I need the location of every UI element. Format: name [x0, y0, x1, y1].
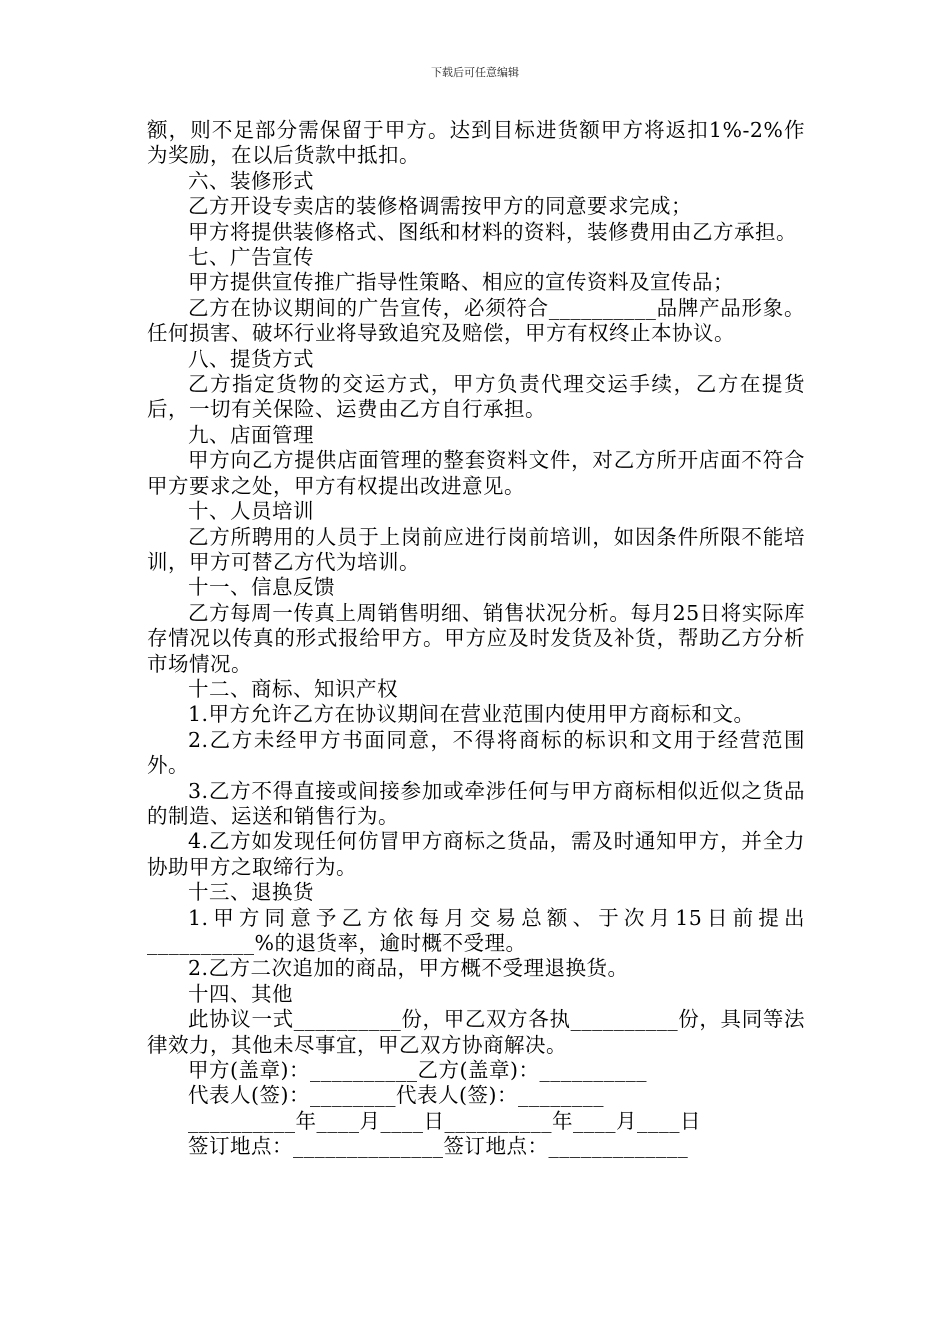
- paragraph: 1.甲方同意予乙方依每月交易总额、于次月15日前提出__________%的退货率，逾时概不受理。: [147, 905, 805, 955]
- paragraph: 乙方指定货物的交运方式，甲方负责代理交运手续，乙方在提货后，一切有关保险、运费由乙方自行承担。: [147, 372, 805, 422]
- paragraph: 甲方提供宣传推广指导性策略、相应的宣传资料及宣传品；: [188, 270, 734, 295]
- paragraph: 甲方向乙方提供店面管理的整套资料文件，对乙方所开店面不符合甲方要求之处，甲方有权提出改进意见。: [147, 448, 805, 498]
- paragraph: 乙方在协议期间的广告宣传，必须符合__________品牌产品形象。任何损害、破坏行业将导致追究及赔偿，甲方有权终止本协议。: [147, 295, 805, 346]
- paragraph: 1.甲方允许乙方在协议期间在营业范围内使用甲方商标和文。: [188, 702, 755, 727]
- paragraph: 八、提货方式: [188, 346, 314, 371]
- paragraph: 代表人(签)：________代表人(签)：________: [188, 1083, 604, 1108]
- paragraph: 额，则不足部分需保留于甲方。达到目标进货额甲方将返扣1%-2%作为奖励，在以后货款中抵扣。: [147, 118, 805, 168]
- paragraph: 十一、信息反馈: [188, 575, 335, 600]
- paragraph: 十四、其他: [188, 981, 293, 1006]
- paragraph: 此协议一式__________份，甲乙双方各执__________份，具同等法律效力，其他未尽事宜，甲乙双方协商解决。: [147, 1007, 805, 1057]
- paragraph: 十三、退换货: [188, 880, 314, 905]
- paragraph: 2.乙方未经甲方书面同意，不得将商标的标识和文用于经营范围外。: [147, 727, 805, 778]
- paragraph: 乙方每周一传真上周销售明细、销售状况分析。每月25日将实际库存情况以传真的形式报给甲方。甲方应及时发货及补货，帮助乙方分析市场情况。: [147, 600, 805, 676]
- paragraph: 七、广告宣传: [188, 245, 314, 270]
- paragraph: 乙方开设专卖店的装修格调需按甲方的同意要求完成；: [188, 194, 692, 219]
- paragraph: 十二、商标、知识产权: [188, 676, 398, 701]
- paragraph: 签订地点：______________签订地点：_____________: [188, 1134, 689, 1159]
- document-body: [147, 118, 805, 1160]
- paragraph: 甲方(盖章)：__________乙方(盖章)：__________: [188, 1058, 647, 1083]
- paragraph: 九、店面管理: [188, 422, 314, 447]
- paragraph: 2.乙方二次追加的商品，甲方概不受理退换货。: [188, 956, 629, 981]
- paragraph: 乙方所聘用的人员于上岗前应进行岗前培训，如因条件所限不能培训，甲方可替乙方代为培训。: [147, 524, 805, 574]
- paragraph: 六、装修形式: [188, 168, 314, 193]
- page-header: 下载后可任意编辑: [431, 66, 519, 79]
- paragraph: 甲方将提供装修格式、图纸和材料的资料，装修费用由乙方承担。: [188, 219, 797, 244]
- paragraph: __________年____月____日__________年____月____日: [188, 1108, 701, 1133]
- paragraph: 4.乙方如发现任何仿冒甲方商标之货品，需及时通知甲方，并全力协助甲方之取缔行为。: [147, 829, 805, 879]
- paragraph: 十、人员培训: [188, 499, 314, 524]
- paragraph: 3.乙方不得直接或间接参加或牵涉任何与甲方商标相似近似之货品的制造、运送和销售行为。: [147, 778, 805, 828]
